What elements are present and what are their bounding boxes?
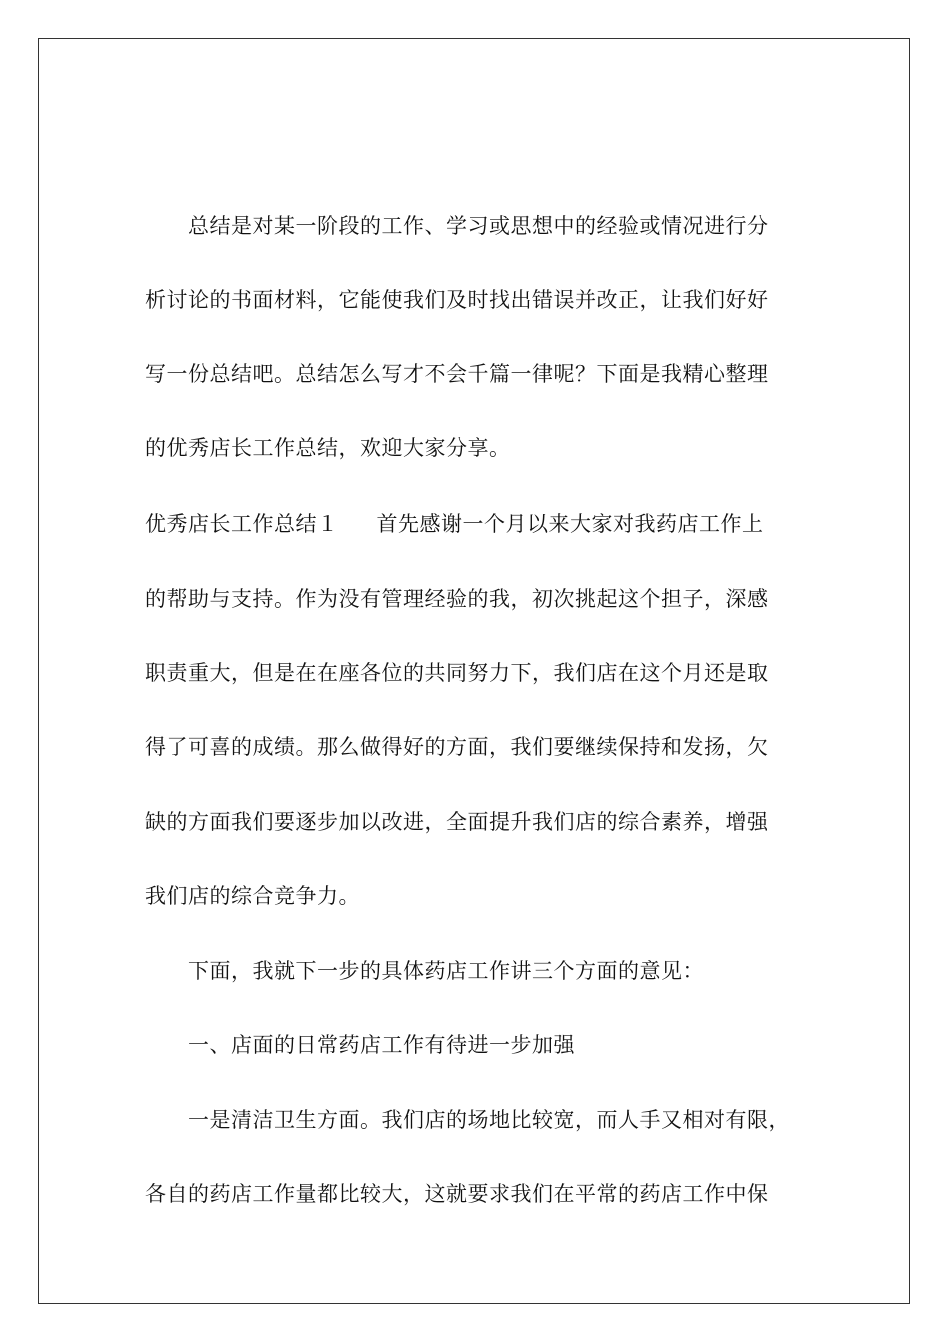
text-line: 下面，我就下一步的具体药店工作讲三个方面的意见： (188, 959, 704, 983)
text-line: 得了可喜的成绩。那么做得好的方面，我们要继续保持和发扬，欠 (145, 735, 769, 759)
text-line: 的帮助与支持。作为没有管理经验的我，初次挑起这个担子，深感 (145, 587, 769, 611)
text-line: 析讨论的书面材料，它能使我们及时找出错误并改正，让我们好好 (145, 288, 769, 312)
section-heading-line (145, 510, 764, 538)
text-line: 各自的药店工作量都比较大，这就要求我们在平常的药店工作中保 (145, 1182, 769, 1206)
text-line: 写一份总结吧。总结怎么写才不会千篇一律呢？下面是我精心整理 (145, 362, 769, 386)
text-line: 一是清洁卫生方面。我们店的场地比较宽，而人手又相对有限， (188, 1108, 790, 1132)
text-line: 首先感谢一个月以来大家对我药店工作上 (376, 512, 764, 536)
text-line: 一、店面的日常药店工作有待进一步加强 (188, 1033, 575, 1057)
text-line: 职责重大，但是在在座各位的共同努力下，我们店在这个月还是取 (145, 661, 769, 685)
section-title: 优秀店长工作总结１ (145, 512, 339, 536)
text-line: 的优秀店长工作总结，欢迎大家分享。 (145, 436, 511, 460)
text-line: 我们店的综合竞争力。 (145, 884, 360, 908)
text-line: 缺的方面我们要逐步加以改进，全面提升我们店的综合素养，增强 (145, 810, 769, 834)
text-line: 总结是对某一阶段的工作、学习或思想中的经验或情况进行分 (188, 214, 769, 238)
